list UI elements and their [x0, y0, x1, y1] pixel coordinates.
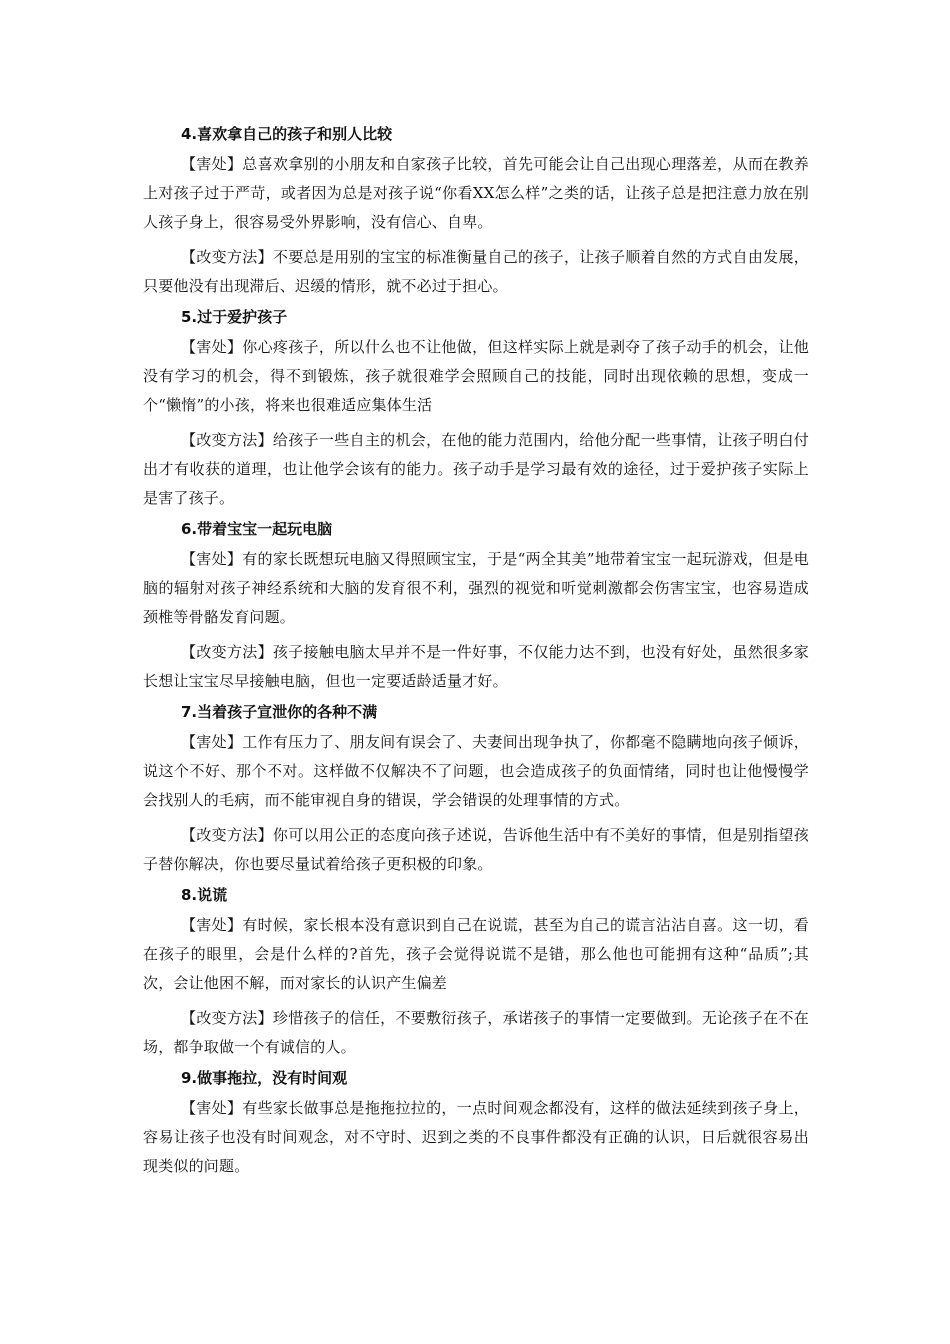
- section-4: [143, 124, 809, 301]
- harm-paragraph: 【害处】有时候，家长根本没有意识到自己在说谎，甚至为自己的谎言沾沾自喜。这一切，看在孩子的眼里，会是什么样的?首先，孩子会觉得说谎不是错，那么他也可能拥有这种“品质”;其次，会让他困不解，而对家长的认识产生偏差: [143, 916, 809, 992]
- section-6: [143, 519, 809, 696]
- harm-paragraph: 【害处】你心疼孩子，所以什么也不让他做，但这样实际上就是剥夺了孩子动手的机会，让他没有学习的机会，得不到锻炼，孩子就很难学会照顾自己的技能，同时出现依赖的思想，变成一个“懒惰”的小孩，将来也很难适应集体生活: [143, 338, 809, 414]
- section-heading: 4.喜欢拿自己的孩子和别人比较: [181, 125, 393, 143]
- harm-paragraph: 【害处】工作有压力了、朋友间有误会了、夫妻间出现争执了，你都毫不隐瞒地向孩子倾诉，说这个不好、那个不对。这样做不仅解决不了问题，也会造成孩子的负面情绪，同时也让他慢慢学会找别人的毛病，而不能审视自身的错误，学会错误的处理事情的方式。: [143, 733, 809, 809]
- section-9: [143, 1068, 809, 1181]
- section-7: [143, 702, 809, 879]
- fix-paragraph: 【改变方法】不要总是用别的宝宝的标准衡量自己的孩子，让孩子顺着自然的方式自由发展，只要他没有出现滞后、迟缓的情形，就不必过于担心。: [143, 248, 809, 295]
- harm-paragraph: 【害处】有的家长既想玩电脑又得照顾宝宝，于是“两全其美”地带着宝宝一起玩游戏，但是电脑的辐射对孩子神经系统和大脑的发育很不利，强烈的视觉和听觉刺激都会伤害宝宝，也容易造成颈椎等骨骼发育问题。: [143, 550, 809, 626]
- harm-paragraph: 【害处】总喜欢拿别的小朋友和自家孩子比较，首先可能会让自己出现心理落差，从而在教养上对孩子过于严苛，或者因为总是对孩子说“你看XX怎么样”之类的话，让孩子总是把注意力放在别人孩子身上，很容易受外界影响，没有信心、自卑。: [143, 155, 809, 231]
- fix-paragraph: 【改变方法】珍惜孩子的信任，不要敷衍孩子，承诺孩子的事情一定要做到。无论孩子在不在场，都争取做一个有诚信的人。: [143, 1009, 809, 1056]
- section-5: [143, 307, 809, 513]
- fix-paragraph: 【改变方法】给孩子一些自主的机会，在他的能力范围内，给他分配一些事情，让孩子明白付出才有收获的道理，也让他学会该有的能力。孩子动手是学习最有效的途径，过于爱护孩子实际上是害了孩子。: [143, 431, 809, 507]
- section-heading: 5.过于爱护孩子: [181, 308, 288, 326]
- harm-paragraph: 【害处】有些家长做事总是拖拖拉拉的，一点时间观念都没有，这样的做法延续到孩子身上，容易让孩子也没有时间观念，对不守时、迟到之类的不良事件都没有正确的认识，日后就很容易出现类似的问题。: [143, 1099, 809, 1175]
- fix-paragraph: 【改变方法】孩子接触电脑太早并不是一件好事，不仅能力达不到，也没有好处，虽然很多家长想让宝宝尽早接触电脑，但也一定要适龄适量才好。: [143, 643, 809, 690]
- document-page: [143, 124, 809, 1187]
- section-8: [143, 885, 809, 1062]
- section-heading: 9.做事拖拉，没有时间观: [181, 1069, 348, 1087]
- section-heading: 8.说谎: [181, 886, 228, 904]
- section-heading: 6.带着宝宝一起玩电脑: [181, 520, 333, 538]
- section-heading: 7.当着孩子宣泄你的各种不满: [181, 703, 378, 721]
- fix-paragraph: 【改变方法】你可以用公正的态度向孩子述说，告诉他生活中有不美好的事情，但是别指望孩子替你解决，你也要尽量试着给孩子更积极的印象。: [143, 826, 809, 873]
